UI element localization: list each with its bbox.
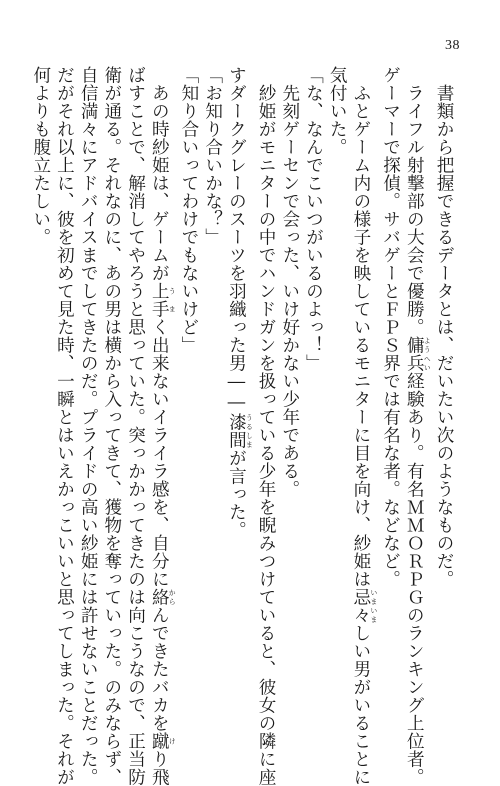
text-line bbox=[324, 66, 348, 666]
text-segment: んできたバカを bbox=[149, 606, 170, 732]
text-line bbox=[431, 66, 455, 666]
text-segment: あの時紗姫は、ゲームが bbox=[149, 66, 170, 282]
text-segment: すダークグレーのスーツを羽織った男―― bbox=[226, 66, 247, 413]
body-text bbox=[30, 66, 455, 786]
ruby-reading: うま bbox=[168, 282, 177, 318]
text-line bbox=[224, 66, 254, 666]
text-line bbox=[253, 66, 277, 786]
ruby-reading: ようへい bbox=[423, 336, 432, 372]
text-line bbox=[75, 66, 99, 786]
text-line bbox=[176, 66, 200, 666]
text-segment: 「な、なんでこいつがいるのよっ！」 bbox=[303, 66, 324, 372]
text-segment: 自信満々にアドバイスまでしてきたのだ。プライドの高い紗姫には許せないことだった。 bbox=[78, 66, 99, 786]
text-segment: 「お知り合いかな？」 bbox=[202, 66, 223, 246]
text-segment: 書類から把握できるデータとは、だいたい次のようなものだ。 bbox=[434, 66, 454, 588]
text-segment: ゲーマーで探偵。サバゲーとＦＰＳ界では有名な者。などなど。 bbox=[380, 66, 401, 588]
ruby-reading: け bbox=[168, 732, 177, 750]
text-segment: ふとゲーム内の様子を映しているモニターに目を向け、紗姫は bbox=[350, 66, 371, 588]
text-segment: しい男がいることに bbox=[350, 624, 371, 786]
text-segment: 先刻ゲーセンで会った、いけ好かない少年である。 bbox=[279, 66, 300, 498]
ruby-reading: うるしま bbox=[245, 412, 254, 449]
ruby-word bbox=[226, 412, 254, 449]
ruby-reading: いまいま bbox=[369, 588, 378, 624]
text-segment: ライフル射撃部の大会で優勝。 bbox=[404, 66, 425, 336]
text-segment: 何よりも腹立たしい。 bbox=[30, 66, 51, 246]
ruby-word bbox=[149, 588, 177, 606]
ruby-base: 傭兵 bbox=[404, 336, 425, 372]
text-segment: が言った。 bbox=[226, 448, 247, 539]
text-line bbox=[277, 66, 301, 666]
ruby-base: 漆間 bbox=[226, 412, 247, 449]
ruby-base: 蹴 bbox=[149, 732, 170, 750]
ruby-base: 絡 bbox=[149, 588, 170, 606]
ruby-word bbox=[350, 588, 378, 624]
text-segment: 「知り合いってわけでもないけど」 bbox=[178, 66, 199, 354]
ruby-base: 忌々 bbox=[350, 588, 371, 624]
page-number: 38 bbox=[445, 38, 460, 53]
text-segment: ばすことで、解消してやろうと思っていた。突っかかってきたのは向こうなので、正当防 bbox=[125, 66, 146, 786]
ruby-word bbox=[149, 282, 177, 318]
text-line bbox=[402, 66, 432, 786]
text-segment: 紗姫がモニターの中でハンドガンを扱っている少年を睨みつけていると、彼女の隣に座 bbox=[256, 66, 277, 786]
text-line bbox=[301, 66, 325, 666]
ruby-reading: から bbox=[168, 588, 177, 606]
text-line bbox=[28, 66, 52, 666]
text-segment: 衛が通る。それなのに、あの男は横から入ってきて、獲物を奪っていった。のみならず、 bbox=[101, 66, 122, 786]
ruby-word bbox=[149, 732, 177, 750]
text-line bbox=[147, 66, 177, 786]
text-segment: 経験あり。有名ＭＭＯＲＰＧのランキング上位者。 bbox=[404, 372, 425, 786]
text-line bbox=[378, 66, 402, 666]
text-line bbox=[123, 66, 147, 786]
ruby-base: 上手 bbox=[149, 282, 170, 318]
text-segment: だがそれ以上に、彼を初めて見た時、一瞬とはいえかっこいいと思ってしまった。それが bbox=[54, 66, 75, 786]
text-line bbox=[52, 66, 76, 786]
text-segment: り飛 bbox=[149, 750, 170, 786]
ruby-word bbox=[404, 336, 432, 372]
text-segment: く出来ないイライラ感を、自分に bbox=[149, 318, 170, 588]
text-line bbox=[348, 66, 378, 786]
text-segment: 気付いた。 bbox=[327, 66, 348, 156]
text-line bbox=[99, 66, 123, 786]
text-line bbox=[200, 66, 224, 666]
